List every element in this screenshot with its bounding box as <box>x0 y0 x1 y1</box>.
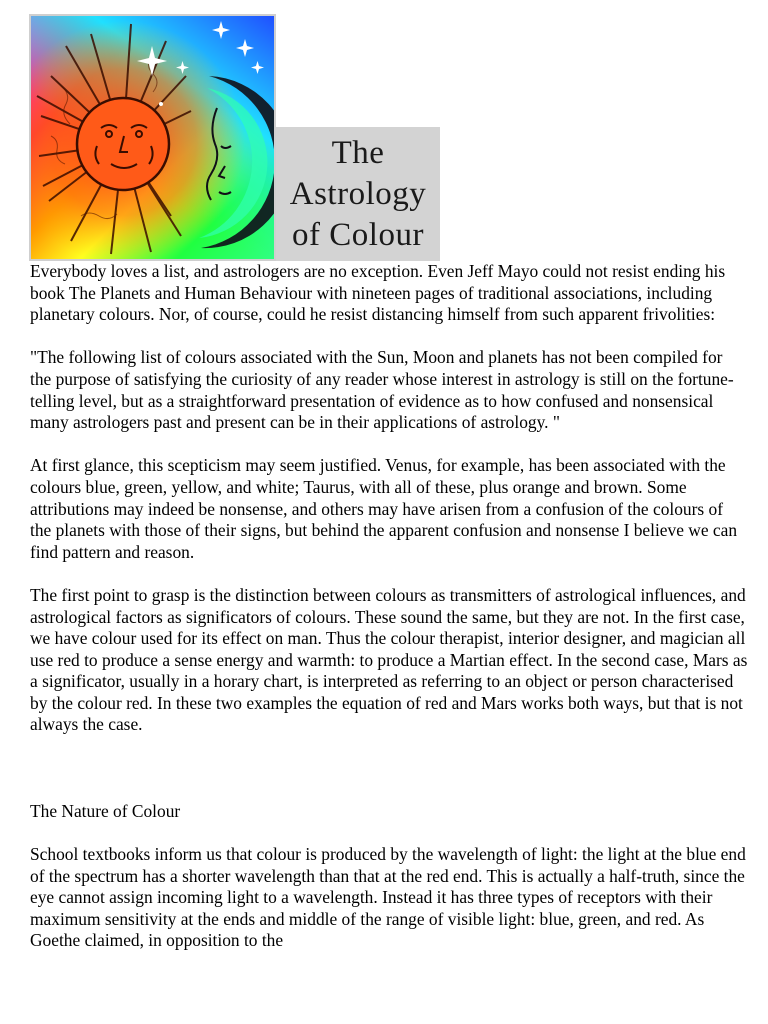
paragraph-nature-of-colour: School textbooks inform us that colour is produced by the wavelength of light: the light at the blue end of the spectrum has a shorter wavelength than that at the red end. This is actually a half-truth, since the eye cannot assign incoming light to a wavelength. Instead it has three types of receptors with their maximum sensitivity at the ends and middle of the range of visible light: blue, green, and red. As Goethe claimed, in opposition to the <box>30 844 746 951</box>
paragraph-scepticism: At first glance, this scepticism may seem justified. Venus, for example, has been associated with the colours blue, green, yellow, and white; Taurus, with all of these, plus orange and brown. Some attributions may indeed be nonsense, and others may have arisen from a confusion of the colours of the planets with those of their signs, but behind the apparent confusion and nonsense I believe we can find pattern and reason. <box>30 455 738 562</box>
article-body <box>30 261 748 974</box>
title-line-1: The <box>331 135 385 171</box>
title-line-2: Astrology <box>289 176 427 212</box>
sun-moon-illustration <box>29 14 276 261</box>
title-banner <box>276 127 440 261</box>
title-line-3: of Colour <box>292 217 424 253</box>
spacer <box>30 758 748 801</box>
sun-and-moon-rainbow-icon <box>31 16 274 259</box>
paragraph-quote: "The following list of colours associated with the Sun, Moon and planets has not been compiled for the purpose of satisfying the curiosity of any reader whose interest in astrology is still on the fortune-telling level, but as a straightforward presentation of evidence as to how confused and nonsensical many astrologers past and present can be in their applications of astrology. " <box>30 347 734 433</box>
section-heading: The Nature of Colour <box>30 800 181 821</box>
paragraph-intro: Everybody loves a list, and astrologers are no exception. Even Jeff Mayo could not resist ending his book The Planets and Human Behaviour with nineteen pages of traditional associations, including planetary colours. Nor, of course, could he resist distancing himself from such apparent frivolities: <box>30 261 726 325</box>
paragraph-distinction: The first point to grasp is the distinction between colours as transmitters of astrological influences, and astrological factors as significators of colours. These sound the same, but they are not. In the first case, we have colour used for its effect on man. Thus the colour therapist, interior designer, and magician all use red to produce a sense energy and warmth: to produce a Martian effect. In the second case, Mars as a significator, usually in a horary chart, is interpreted as referring to an object or person characterised by the colour red. In these two examples the equation of red and Mars works both ways, but that is not always the case. <box>30 584 748 735</box>
